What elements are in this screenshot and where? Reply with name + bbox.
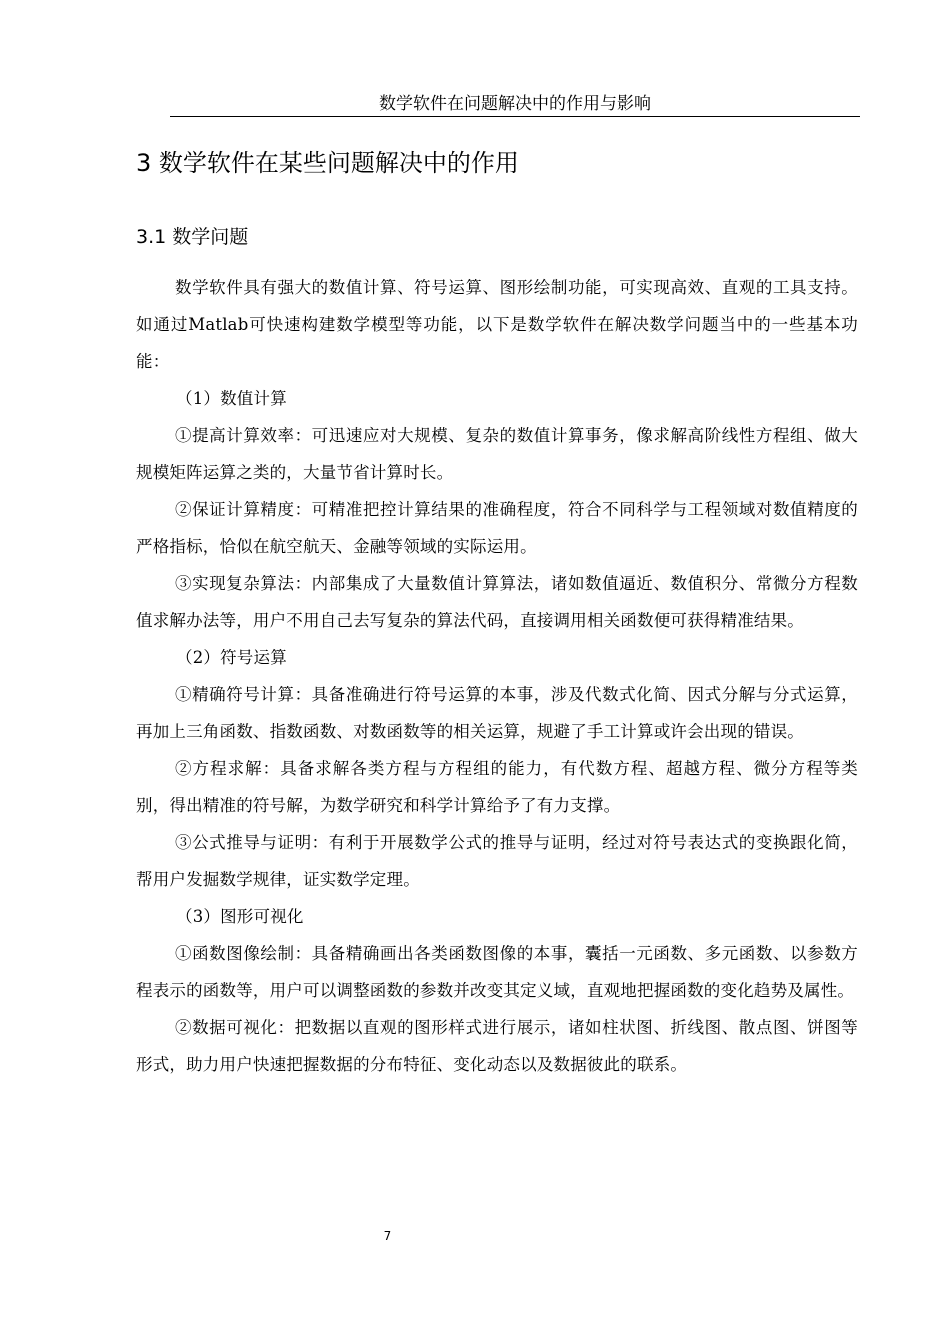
paragraph-derivation-proof: ③公式推导与证明：有利于开展数学公式的推导与证明，经过对符号表达式的变换跟化简，帮用户发掘数学规律，证实数学定理。 xyxy=(136,833,858,889)
paragraph-equation-solving: ②方程求解：具备求解各类方程与方程组的能力，有代数方程、超越方程、微分方程等类别，得出精准的符号解，为数学研究和科学计算给予了有力支撑。 xyxy=(136,759,858,815)
section-title: 3.1 数学问题 xyxy=(136,226,249,248)
body-text xyxy=(136,269,858,1083)
paragraph-data-visualization: ②数据可视化：把数据以直观的图形样式进行展示，诸如柱状图、折线图、散点图、饼图等形式，助力用户快速把握数据的分布特征、变化动态以及数据彼此的联系。 xyxy=(136,1018,858,1074)
paragraph-function-plotting: ①函数图像绘制：具备精确画出各类函数图像的本事，囊括一元函数、多元函数、以参数方程表示的函数等，用户可以调整函数的参数并改变其定义域，直观地把握函数的变化趋势及属性。 xyxy=(136,944,858,1000)
chapter-title: 3 数学软件在某些问题解决中的作用 xyxy=(136,149,519,177)
subheading-numeric-computation: （1）数值计算 xyxy=(176,389,287,408)
paragraph-algorithms: ③实现复杂算法：内部集成了大量数值计算算法，诸如数值逼近、数值积分、常微分方程数值求解办法等，用户不用自己去写复杂的算法代码，直接调用相关函数便可获得精准结果。 xyxy=(136,574,858,630)
intro-paragraph: 数学软件具有强大的数值计算、符号运算、图形绘制功能，可实现高效、直观的工具支持。如通过Matlab可快速构建数学模型等功能，以下是数学软件在解决数学问题当中的一些基本功能： xyxy=(136,278,858,371)
paragraph-efficiency: ①提高计算效率：可迅速应对大规模、复杂的数值计算事务，像求解高阶线性方程组、做大规模矩阵运算之类的，大量节省计算时长。 xyxy=(136,426,858,482)
subheading-symbolic-computation: （2）符号运算 xyxy=(176,648,287,667)
paragraph-precision: ②保证计算精度：可精准把控计算结果的准确程度，符合不同科学与工程领域对数值精度的严格指标，恰似在航空航天、金融等领域的实际运用。 xyxy=(136,500,858,556)
page-number: 7 xyxy=(383,1229,392,1243)
running-header: 数学软件在问题解决中的作用与影响 xyxy=(170,94,860,117)
paragraph-symbolic-exact: ①精确符号计算：具备准确进行符号运算的本事，涉及代数式化简、因式分解与分式运算，再加上三角函数、指数函数、对数函数等的相关运算，规避了手工计算或许会出现的错误。 xyxy=(136,685,858,741)
subheading-visualization: （3）图形可视化 xyxy=(176,907,304,926)
